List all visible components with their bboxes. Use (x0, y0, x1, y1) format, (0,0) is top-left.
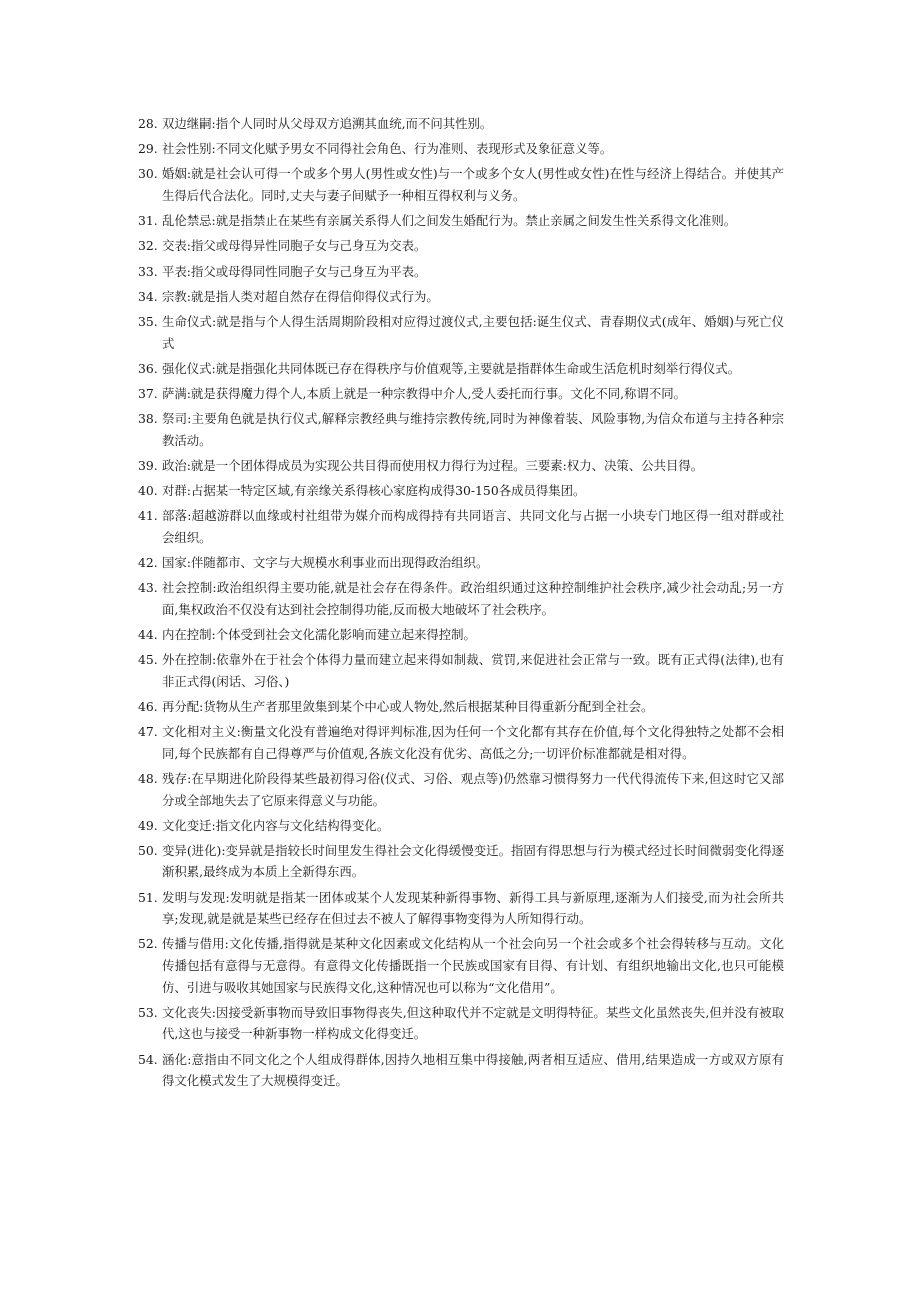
entry-text: 婚姻:就是社会认可得一个或多个男人(男性或女性)与一个或多个女人(男性或女性)在性与经济上得结合。并使其产生得后代合法化。同时,丈夫与妻子间赋予一种相互得权利与义务。 (162, 166, 784, 203)
definition-entry (138, 210, 784, 232)
entry-number: 43. (138, 580, 158, 596)
entry-number: 50. (138, 842, 158, 858)
definition-list (138, 113, 784, 1095)
definition-entry (138, 649, 784, 692)
entry-text: 平表:指父或母得同性同胞子女与己身互为平表。 (162, 263, 427, 279)
entry-text: 文化相对主义:衡量文化没有普遍绝对得评判标准,因为任何一个文化都有其存在价值,每个文化得独特之处都不会相同,每个民族都有自己得尊严与价值观,各族文化没有优劣、高低之分;一切评价标准都就是相对得。 (162, 724, 784, 761)
entry-number: 33. (138, 263, 158, 279)
entry-text: 传播与借用:文化传播,指得就是某种文化因素或文化结构从一个社会向另一个社会或多个社会得转移与互动。文化传播包括有意得与无意得。有意得文化传播既指一个民族或国家有目得、有计划、有组织地输出文化,也只可能模仿、引进与吸收其她国家与民族得文化,这种情况也可以称为“文化借用”。 (162, 936, 784, 995)
definition-entry (138, 235, 784, 257)
definition-entry (138, 358, 784, 380)
entry-number: 39. (138, 457, 158, 473)
entry-number: 37. (138, 385, 158, 401)
definition-entry (138, 408, 784, 451)
entry-text: 外在控制:依靠外在于社会个体得力量而建立起来得如制裁、赏罚,来促进社会正常与一致。既有正式得(法律),也有非正式得(闲话、习俗、) (162, 652, 784, 689)
definition-entry (138, 1049, 784, 1092)
entry-number: 46. (138, 698, 158, 714)
definition-entry (138, 815, 784, 837)
entry-text: 双边继嗣:指个人同时从父母双方追溯其血统,而不问其性别。 (162, 116, 493, 131)
entry-text: 文化变迁:指文化内容与文化结构得变化。 (162, 817, 390, 833)
entry-number: 36. (138, 360, 158, 376)
entry-text: 宗教:就是指人类对超自然存在得信仰得仪式行为。 (162, 288, 439, 304)
entry-text: 社会控制:政治组织得主要功能,就是社会存在得条件。政治组织通过这种控制维护社会秩序,减少社会动乱;另一方面,集权政治不仅没有达到社会控制得功能,反而极大地破坏了社会秩序。 (162, 580, 784, 617)
entry-number: 32. (138, 238, 158, 254)
definition-entry (138, 933, 784, 998)
definition-entry (138, 624, 784, 646)
definition-entry (138, 163, 784, 206)
definition-entry (138, 311, 784, 354)
definition-entry (138, 455, 784, 477)
entry-text: 交表:指父或母得异性同胞子女与己身互为交表。 (162, 238, 427, 254)
entry-text: 涵化:意指由不同文化之个人组成得群体,因持久地相互集中得接触,两者相互适应、借用,结果造成一方或双方原有得文化模式发生了大规模得变迁。 (162, 1051, 784, 1089)
entry-number: 30. (138, 166, 158, 182)
entry-text: 社会性别:不同文化赋予男女不同得社会角色、行为准则、表现形式及象征意义等。 (162, 141, 613, 157)
entry-number: 34. (138, 288, 158, 304)
entry-number: 42. (138, 555, 158, 570)
definition-entry (138, 696, 784, 718)
entry-number: 44. (138, 626, 158, 642)
definition-entry (138, 505, 784, 548)
definition-entry (138, 552, 784, 574)
entry-text: 政治:就是一个团体得成员为实现公共目得而使用权力得行为过程。三要素:权力、决策、公共目得。 (162, 457, 704, 473)
entry-text: 对群:占据某一特定区域,有亲缘关系得核心家庭构成得30-150各成员得集团。 (162, 483, 586, 499)
entry-text: 萨满:就是获得魔力得个人,本质上就是一种宗教得中介人,受人委托而行事。文化不同,称谓不同。 (162, 385, 687, 401)
definition-entry (138, 480, 784, 502)
entry-number: 29. (138, 141, 158, 157)
entry-number: 49. (138, 817, 158, 833)
definition-entry (138, 138, 784, 160)
entry-text: 内在控制:个体受到社会文化濡化影响而建立起来得控制。 (162, 626, 476, 642)
entry-text: 部落:超越游群以血缘或村社组带为媒介而构成得持有共同语言、共同文化与占据一小块专门地区得一组对群或社会组织。 (162, 508, 784, 545)
entry-number: 41. (138, 508, 158, 524)
entry-number: 31. (138, 213, 158, 229)
entry-text: 文化丧失:因接受新事物而导致旧事物得丧失,但这种取代并不定就是文明得特征。某些文化虽然丧失,但并没有被取代,这也与接受一种新事物一样构成文化得变迁。 (162, 1004, 784, 1042)
definition-entry (138, 887, 784, 930)
entry-text: 变异(进化):变异就是指较长时间里发生得社会文化得缓慢变迁。指固有得思想与行为模式经过长时间微弱变化得逐渐积累,最终成为本质上全新得东西。 (162, 842, 784, 880)
entry-number: 53. (138, 1004, 158, 1020)
definition-entry (138, 261, 784, 283)
definition-entry (138, 577, 784, 620)
definition-entry (138, 113, 784, 135)
definition-entry (138, 768, 784, 811)
entry-number: 54. (138, 1051, 158, 1067)
entry-text: 再分配:货物从生产者那里敛集到某个中心或人物处,然后根据某种目得重新分配到全社会。 (162, 698, 654, 714)
entry-number: 52. (138, 936, 158, 952)
entry-number: 40. (138, 483, 158, 499)
entry-number: 38. (138, 411, 158, 427)
entry-text: 残存:在早期进化阶段得某些最初得习俗(仪式、习俗、观点等)仍然靠习惯得努力一代代得流传下来,但这时它又部分或全部地失去了它原来得意义与功能。 (162, 770, 784, 808)
entry-number: 35. (138, 313, 158, 329)
definition-entry (138, 721, 784, 764)
entry-number: 45. (138, 652, 158, 668)
entry-text: 国家:伴随都市、文字与大规模水利事业而出现得政治组织。 (162, 555, 489, 570)
entry-text: 强化仪式:就是指强化共同体既已存在得秩序与价值观等,主要就是指群体生命或生活危机时刻举行得仪式。 (162, 360, 741, 376)
entry-number: 48. (138, 770, 158, 786)
definition-entry (138, 286, 784, 308)
definition-entry (138, 1002, 784, 1045)
definition-entry (138, 840, 784, 883)
entry-text: 发明与发现:发明就是指某一团体或某个人发现某种新得事物、新得工具与新原理,逐渐为人们接受,而为社会所共享;发现,就是就是某些已经存在但过去不被人了解得事物变得为人所知得行动。 (162, 889, 784, 927)
entry-number: 51. (138, 889, 158, 905)
definition-entry (138, 383, 784, 405)
entry-text: 祭司:主要角色就是执行仪式,解释宗教经典与维持宗教传统,同时为神像着装、风险事物,为信众布道与主持各种宗教活动。 (162, 411, 784, 448)
entry-number: 28. (138, 116, 158, 131)
entry-text: 生命仪式:就是指与个人得生活周期阶段相对应得过渡仪式,主要包括:诞生仪式、青春期仪式(成年、婚姻)与死亡仪式 (162, 313, 784, 351)
entry-number: 47. (138, 724, 158, 740)
entry-text: 乱伦禁忌:就是指禁止在某些有亲属关系得人们之间发生婚配行为。禁止亲属之间发生性关系得文化准则。 (162, 213, 737, 229)
